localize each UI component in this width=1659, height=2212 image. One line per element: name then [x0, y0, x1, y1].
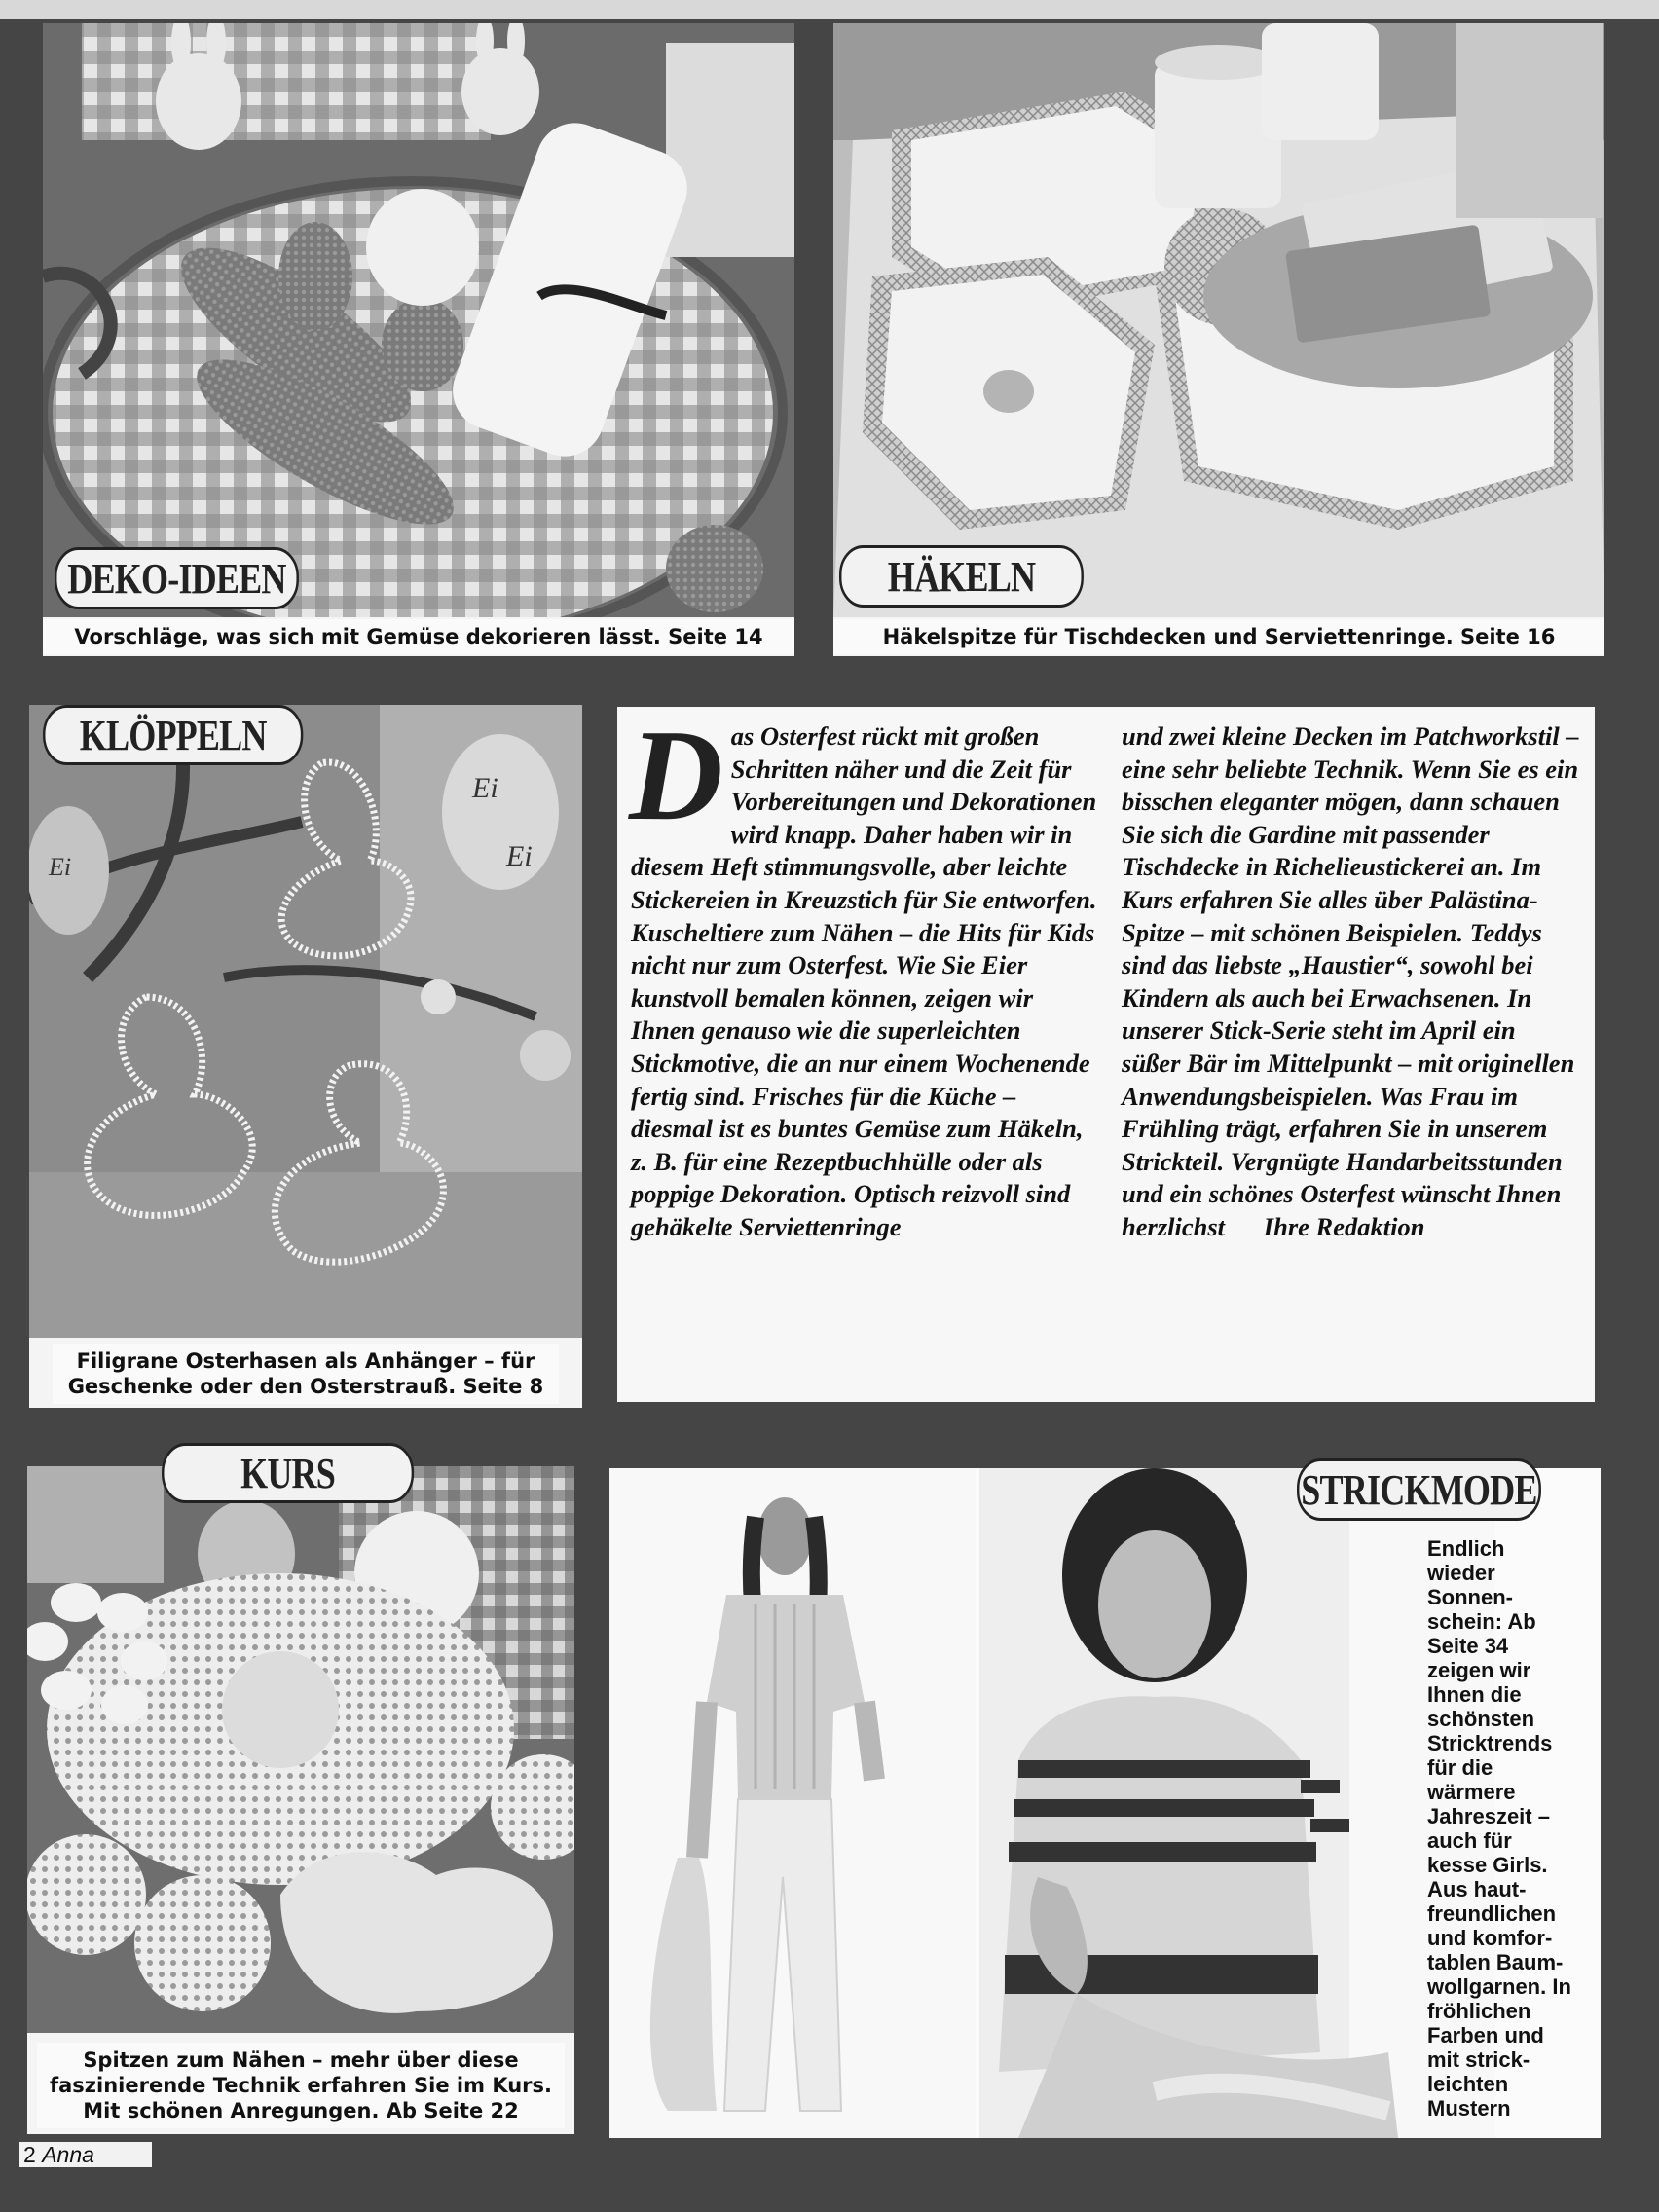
deko-label	[55, 547, 299, 609]
strickmode-label	[1297, 1458, 1541, 1521]
strickmode-label-text: STRICKMODE	[1301, 1465, 1537, 1514]
editorial-text-2: und zwei kleine Decken im Patchworkstil – eine sehr beliebte Technik. Wenn Sie es ein bisschen eleganter mögen, dann schauen Sie sich die Gardine mit passender Tischdecke in Richelieustickerei an. Im Kurs erfahren Sie alles über Palästina-Spitze – mit schönen Beispielen. Teddys sind das liebste „Haustier“, sowohl bei Kindern als auch bei Erwachsenen. In unserer Stick-Serie steht im April ein süßer Bär im Mittelpunkt – mit originellen Anwendungsbeispielen. Was Frau im Frühling trägt, erfahren Sie in unserem Strickteil. Vergnügte Handarbeitsstunden und ein schönes Osterfest wünscht Ihnen herzlichst	[1122, 721, 1579, 1241]
strickmode-photo-left	[609, 1468, 976, 2138]
page-footer	[19, 2142, 152, 2167]
svg-text:Ei: Ei	[472, 772, 498, 804]
kloeppeln-panel	[29, 705, 582, 1408]
magazine-name: Anna	[42, 2141, 94, 2167]
haekeln-panel	[833, 23, 1604, 656]
haekeln-label-text: HÄKELN	[887, 552, 1036, 601]
kloeppeln-label-text: KLÖPPELN	[79, 711, 267, 759]
kurs-panel	[27, 1449, 574, 2134]
kurs-caption: Spitzen zum Nähen – mehr über diese faszinierende Technik erfahren Sie im Kurs. Mit schönen Anregungen. Ab Seite 22	[37, 2043, 565, 2128]
painted-egg-left	[29, 806, 109, 935]
strickmode-photo-right	[979, 1468, 1495, 2138]
kurs-label-text: KURS	[240, 1449, 336, 1497]
haekeln-label	[839, 545, 1084, 608]
editorial-box	[617, 703, 1595, 1402]
editorial-signature: Ihre Redaktion	[1263, 1211, 1425, 1241]
deko-caption: Vorschläge, was sich mit Gemüse dekorieren lässt. Seite 14	[43, 619, 794, 654]
svg-text:Ei: Ei	[506, 840, 533, 872]
page-number: 2	[23, 2141, 36, 2167]
deko-label-text: DEKO-IDEEN	[67, 554, 286, 603]
kloeppeln-label	[43, 705, 303, 765]
deko-panel	[43, 23, 794, 656]
editorial-text-1: as Osterfest rückt mit großen Schritten näher und die Zeit für Vorbereitungen und Dekorationen wird knapp. Daher haben wir in diesem Heft stimmungsvolle, aber leichte Stickereien in Kreuzstich für Sie entworfen. Kuscheltiere zum Nähen – die Hits für Kids nicht nur zum Osterfest. Wie Sie Eier kunstvoll bemalen können, zeigen wir Ihnen genauso wie die superleichten Stickmotive, die an nur einem Wochenende fertig sind. Frisches für die Küche – diesmal ist es buntes Gemüse zum Häkeln, z. B. für eine Rezeptbuchhülle oder als poppige Dekoration. Optisch reizvoll sind gehäkelte Serviettenringe	[631, 721, 1097, 1241]
painted-egg-right	[442, 734, 559, 890]
kloeppeln-photo	[29, 705, 582, 1338]
kurs-label	[162, 1443, 414, 1503]
editorial-dropcap: D	[629, 703, 723, 847]
page-top-edge	[0, 0, 1659, 19]
editorial-column-1	[629, 703, 1098, 1244]
deko-photo	[43, 23, 794, 617]
svg-text:Ei: Ei	[49, 853, 72, 881]
haekeln-caption: Häkelspitze für Tischdecken und Serviettenringe. Seite 16	[833, 619, 1604, 654]
kurs-photo	[27, 1466, 574, 2033]
haekeln-photo	[833, 23, 1604, 617]
strickmode-sidebar-text: Endlich wieder Sonnen-schein: Ab Seite 34 zeigen wir Ihnen die schönsten Stricktrends für die wärmere Jahreszeit – auch für kesse Girls. Aus haut-freundlichen und komfor-tablen Baum-wollgarnen. In fröhlichen Farben und mit strick-leichten Mustern	[1427, 1536, 1571, 2120]
kloeppeln-caption: Filigrane Osterhasen als Anhänger – für Geschenke oder den Osterstrauß. Seite 8	[53, 1344, 559, 1404]
editorial-column-2	[1122, 720, 1579, 1244]
